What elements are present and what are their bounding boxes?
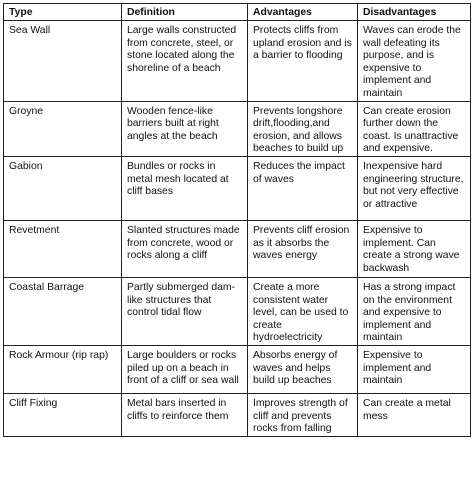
- coastal-defence-table: [3, 3, 471, 437]
- cell-disadvantages: Inexpensive hard engineering structure, but not very effective or attractive: [358, 156, 471, 220]
- cell-definition: Large walls constructed from concrete, steel, or stone located along the shoreline of a beach: [122, 21, 248, 102]
- cell-definition: Partly submerged dam-like structures that control tidal flow: [122, 277, 248, 345]
- cell-definition: Bundles or rocks in metal mesh located at cliff bases: [122, 156, 248, 220]
- cell-advantages: Prevents longshore drift,flooding,and erosion, and allows beaches to build up: [248, 101, 358, 156]
- header-advantages: Advantages: [248, 4, 358, 21]
- table-row: [4, 101, 471, 156]
- table-row: [4, 277, 471, 345]
- cell-disadvantages: Can create erosion further down the coast. Is unattractive and expensive.: [358, 101, 471, 156]
- table-row: [4, 21, 471, 102]
- table-row: [4, 156, 471, 220]
- table-row: [4, 220, 471, 277]
- cell-type: Revetment: [4, 220, 122, 277]
- cell-definition: Metal bars inserted in cliffs to reinforce them: [122, 393, 248, 436]
- cell-definition: Large boulders or rocks piled up on a beach in front of a cliff or sea wall: [122, 345, 248, 393]
- cell-definition: Wooden fence-like barriers built at right angles at the beach: [122, 101, 248, 156]
- cell-disadvantages: Expensive to implement and maintain: [358, 345, 471, 393]
- cell-advantages: Reduces the impact of waves: [248, 156, 358, 220]
- cell-type: Groyne: [4, 101, 122, 156]
- cell-disadvantages: Expensive to implement. Can create a strong wave backwash: [358, 220, 471, 277]
- cell-type: Gabion: [4, 156, 122, 220]
- cell-disadvantages: Waves can erode the wall defeating its purpose, and is expensive to implement and maintain: [358, 21, 471, 102]
- cell-type: Rock Armour (rip rap): [4, 345, 122, 393]
- header-definition: Definition: [122, 4, 248, 21]
- cell-type: Sea Wall: [4, 21, 122, 102]
- table-row: [4, 345, 471, 393]
- cell-advantages: Protects cliffs from upland erosion and is a barrier to flooding: [248, 21, 358, 102]
- cell-disadvantages: Has a strong impact on the environment and expensive to implement and maintain: [358, 277, 471, 345]
- table-row: [4, 393, 471, 436]
- cell-advantages: Absorbs energy of waves and helps build up beaches: [248, 345, 358, 393]
- cell-disadvantages: Can create a metal mess: [358, 393, 471, 436]
- header-disadvantages: Disadvantages: [358, 4, 471, 21]
- cell-advantages: Create a more consistent water level, can be used to create hydroelectricity: [248, 277, 358, 345]
- header-row: [4, 4, 471, 21]
- cell-type: Cliff Fixing: [4, 393, 122, 436]
- cell-advantages: Prevents cliff erosion as it absorbs the waves energy: [248, 220, 358, 277]
- header-type: Type: [4, 4, 122, 21]
- cell-definition: Slanted structures made from concrete, wood or rocks along a cliff: [122, 220, 248, 277]
- cell-advantages: Improves strength of cliff and prevents rocks from falling: [248, 393, 358, 436]
- cell-type: Coastal Barrage: [4, 277, 122, 345]
